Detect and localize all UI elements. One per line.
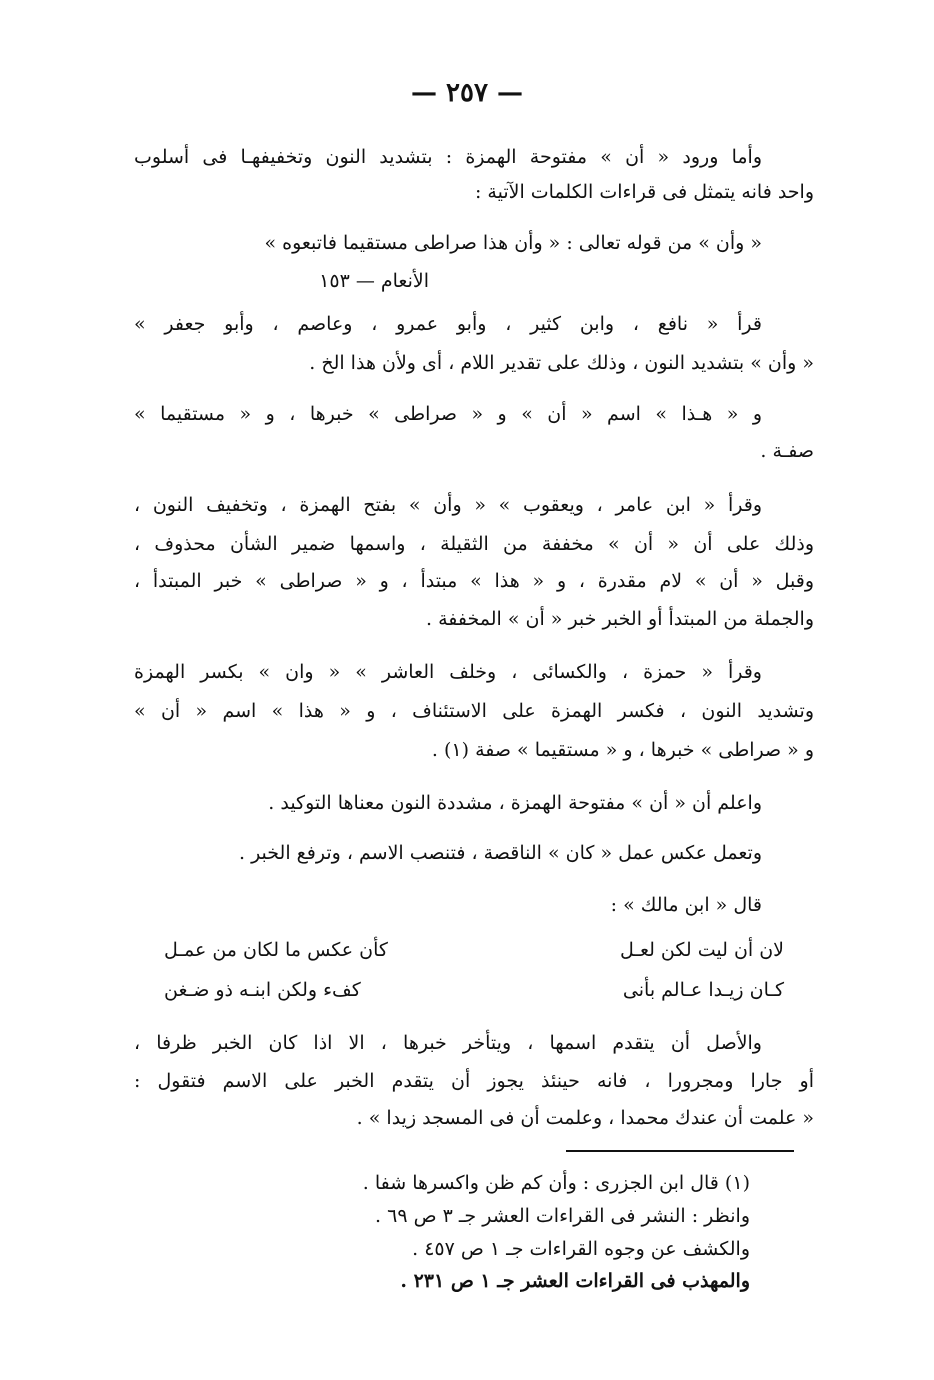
verse-hemistich: كـان زيـدا عـالم بأنى: [622, 979, 784, 1001]
footnote-divider: [566, 1150, 794, 1152]
page-number: — ٢٥٧ —: [410, 78, 524, 108]
body-line: وقرأ « ابن عامر ، ويعقوب » « وأن » بفتح الهمزة ، وتخفيف النون ،: [134, 494, 762, 516]
body-line: وأما ورود « أن » مفتوحة الهمزة : بتشديد النون وتخفيفهـا فى أسلوب: [134, 146, 762, 168]
surah-reference: الأنعام — ١٥٣: [319, 270, 429, 292]
body-line: وتعمل عكس عمل « كان » الناقصة ، فتنصب الاسم ، وترفع الخبر .: [238, 842, 762, 864]
body-line: « وأن » من قوله تعالى : « وأن هذا صراطى مستقيما فاتبعوه »: [264, 232, 762, 254]
poet-attribution: قال « ابن مالك » :: [610, 894, 762, 916]
body-line: واعلم أن « أن » مفتوحة الهمزة ، مشددة النون معناها التوكيد .: [268, 792, 762, 814]
body-line: وذلك على أن « أن » مخففة من الثقيلة ، واسمها ضمير الشأن محذوف ،: [134, 533, 814, 555]
body-line: قرأ « نافع ، وابن كثير ، وأبو عمرو ، وعاصم ، وأبو جعفر »: [134, 313, 762, 335]
body-line: أو جارا ومجرورا ، فانه حينئذ يجوز أن يتقدم الخبر على الاسم فتقول :: [134, 1070, 814, 1092]
verse-line: [164, 935, 784, 965]
body-line: « وأن » بتشديد النون ، وذلك على تقدير اللام ، أى ولأن هذا الخ .: [309, 352, 814, 374]
footnote-line: وانظر : النشر فى القراءات العشر جـ ٣ ص ٦٩ .: [375, 1205, 750, 1227]
body-line: و « صراطى » خبرها ، و « مستقيما » صفة (١) .: [431, 739, 814, 761]
body-line: وقرأ « حمزة ، والكسائى ، وخلف العاشر » « وان » بكسر الهمزة: [134, 661, 762, 683]
footnote-line: والكشف عن وجوه القراءات جـ ١ ص ٤٥٧ .: [412, 1238, 750, 1260]
body-line: و « هـذا » اسم « أن » و « صراطى » خبرها ، و « مستقيما »: [134, 403, 762, 425]
footnote-line: والمهذب فى القراءات العشر جـ ١ ص ٢٣١ .: [400, 1270, 750, 1292]
body-line: صفـة .: [760, 440, 814, 462]
body-line: وقبل « أن » لام مقدرة ، و « هذا » مبتدأ ، و « صراطى » خبر المبتدأ ،: [134, 570, 814, 592]
body-line: وتشديد النون ، فكسر الهمزة على الاستئناف ، و « هذا » اسم « أن »: [134, 700, 814, 722]
verse-hemistich: كفء ولكن ابنـه ذو ضـغن: [164, 979, 361, 1001]
body-line: والأصل أن يتقدم اسمها ، ويتأخر خبرها ، الا اذا كان الخبر ظرفا ،: [134, 1032, 762, 1054]
body-line: « علمت أن عندك محمدا ، وعلمت أن فى المسجد زيدا » .: [356, 1107, 814, 1129]
footnote-line: (١) قال ابن الجزرى : وأن كم ظن واكسرها شفا .: [362, 1172, 750, 1194]
verse-line: [164, 975, 784, 1005]
verse-hemistich: لان أن ليت لكن لعـل: [619, 939, 784, 961]
body-line: واحد فانه يتمثل فى قراءات الكلمات الآتية :: [474, 181, 814, 203]
body-line: والجملة من المبتدأ أو الخبر خبر « أن » المخففة .: [426, 608, 814, 630]
verse-hemistich: كأن عكس ما لكان من عمـل: [164, 939, 388, 961]
